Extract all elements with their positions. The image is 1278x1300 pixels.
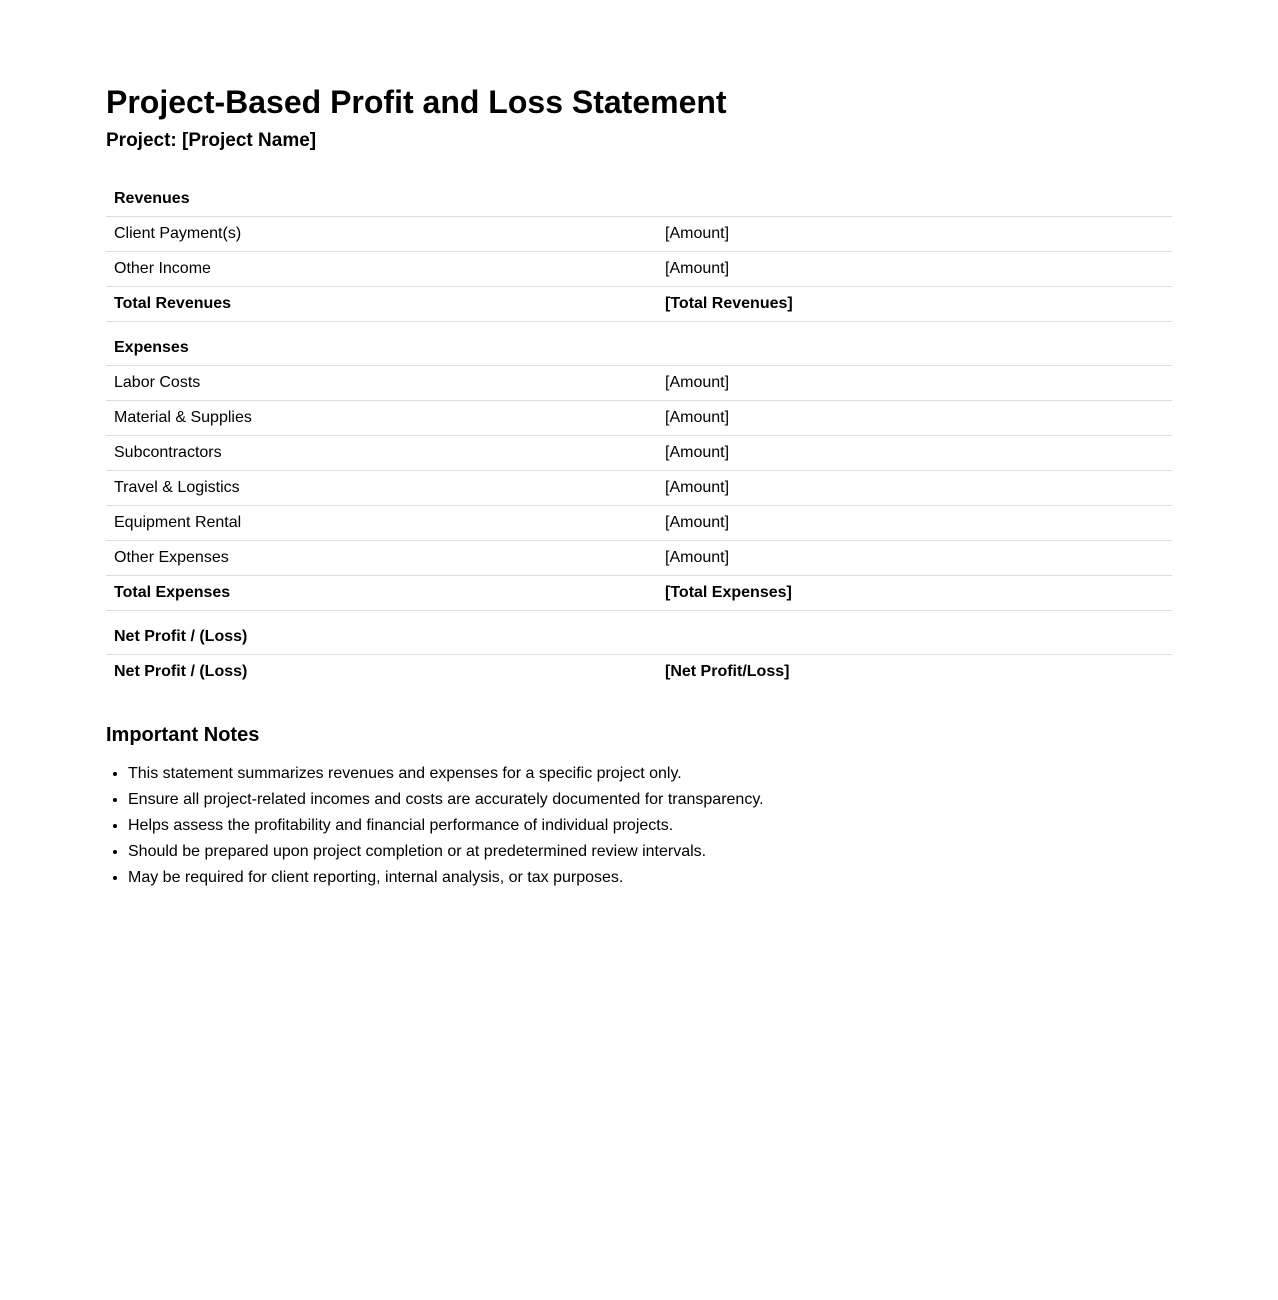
list-item: • May be required for client reporting, internal analysis, or tax purposes. [128,865,1172,891]
row-value: [Amount] [657,216,1172,251]
list-item: • Should be prepared upon project completion or at predetermined review intervals. [128,839,1172,865]
row-value: [Amount] [657,505,1172,540]
total-row-expenses [106,575,1172,610]
row-value: [Amount] [657,400,1172,435]
section-heading: Net Profit / (Loss) [106,610,1172,654]
row-value: [Amount] [657,470,1172,505]
section-header-net-profit [106,610,1172,654]
section-header-revenues [106,180,1172,216]
list-item: • Helps assess the profitability and financial performance of individual projects. [128,813,1172,839]
total-label: Total Expenses [106,575,657,610]
notes-list [106,761,1172,891]
row-label: Client Payment(s) [106,216,657,251]
table-row [106,505,1172,540]
document-title: Project-Based Profit and Loss Statement [106,84,727,120]
table-row [106,365,1172,400]
table-row [106,400,1172,435]
row-label: Labor Costs [106,365,657,400]
net-profit-label: Net Profit / (Loss) [114,662,248,680]
row-value: [Amount] [657,365,1172,400]
table-row [106,435,1172,470]
table-row [106,540,1172,575]
profit-loss-table [106,180,1172,689]
table-row [106,251,1172,286]
row-value: [Amount] [657,540,1172,575]
row-label: Material & Supplies [106,400,657,435]
total-row-revenues [106,286,1172,321]
list-item: • This statement summarizes revenues and expenses for a specific project only. [128,761,1172,787]
section-header-expenses [106,321,1172,365]
net-profit-value: [Net Profit/Loss] [665,662,790,680]
section-heading: Expenses [106,321,1172,365]
row-label: Other Expenses [106,540,657,575]
notes-heading: Important Notes [106,723,260,746]
net-profit-row [106,654,1172,689]
total-label: Total Revenues [106,286,657,321]
total-value: [Total Revenues] [657,286,1172,321]
table-row [106,216,1172,251]
row-label: Other Income [106,251,657,286]
list-item: • Ensure all project-related incomes and costs are accurately documented for transparency. [128,787,1172,813]
row-label: Subcontractors [106,435,657,470]
total-value: [Total Expenses] [657,575,1172,610]
section-heading: Revenues [106,180,1172,216]
row-label: Equipment Rental [106,505,657,540]
row-value: [Amount] [657,435,1172,470]
project-name: Project: [Project Name] [106,130,317,151]
row-label: Travel & Logistics [106,470,657,505]
row-value: [Amount] [657,251,1172,286]
table-row [106,470,1172,505]
